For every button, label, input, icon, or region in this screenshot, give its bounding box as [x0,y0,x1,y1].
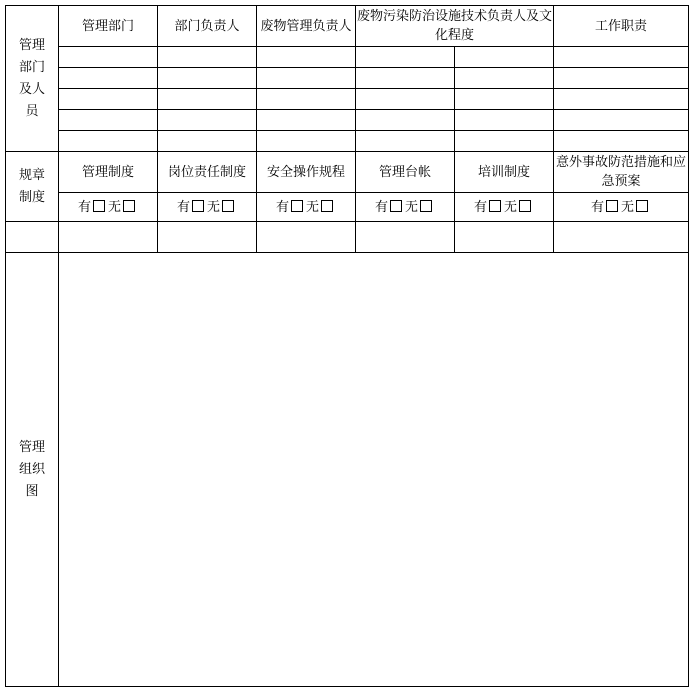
no-checkbox[interactable] [321,200,333,212]
safe-operation-choice: 有 无 [257,193,356,222]
yes-checkbox[interactable] [606,200,618,212]
yes-checkbox[interactable] [390,200,402,212]
duties-cell[interactable] [554,131,689,152]
department-head-cell[interactable] [158,110,257,131]
blank-cell[interactable] [554,222,689,253]
department-cell[interactable] [59,131,158,152]
post-responsibility-choice: 有 无 [158,193,257,222]
personnel-section-label: 管理部门及人员 [6,6,59,152]
duties-cell[interactable] [554,47,689,68]
yes-checkbox[interactable] [192,200,204,212]
blank-cell[interactable] [455,222,554,253]
technical-lead-cell[interactable] [356,68,455,89]
blank-cell[interactable] [158,222,257,253]
header-training-system: 培训制度 [455,152,554,193]
department-cell[interactable] [59,89,158,110]
header-management-system: 管理制度 [59,152,158,193]
department-head-cell[interactable] [158,89,257,110]
department-cell[interactable] [59,47,158,68]
management-ledger-choice: 有 无 [356,193,455,222]
waste-manager-cell[interactable] [257,131,356,152]
training-system-choice: 有 无 [455,193,554,222]
department-head-cell[interactable] [158,47,257,68]
header-department-head: 部门负责人 [158,6,257,47]
header-job-duties: 工作职责 [554,6,689,47]
blank-cell[interactable] [356,222,455,253]
org-chart-section-label: 管理组织图 [6,253,59,687]
education-cell[interactable] [455,47,554,68]
header-management-ledger: 管理台帐 [356,152,455,193]
header-management-department: 管理部门 [59,6,158,47]
personnel-row [6,47,689,68]
header-post-responsibility: 岗位责任制度 [158,152,257,193]
technical-lead-cell[interactable] [356,47,455,68]
personnel-row [6,89,689,110]
blank-cell[interactable] [59,222,158,253]
blank-cell[interactable] [257,222,356,253]
department-head-cell[interactable] [158,68,257,89]
technical-lead-cell[interactable] [356,131,455,152]
no-checkbox[interactable] [420,200,432,212]
yes-checkbox[interactable] [93,200,105,212]
emergency-plan-choice: 有 无 [554,193,689,222]
header-technical-lead: 废物污染防治设施技术负责人及文化程度 [356,6,554,47]
waste-manager-cell[interactable] [257,89,356,110]
no-checkbox[interactable] [123,200,135,212]
header-emergency-plan: 意外事故防范措施和应急预案 [554,152,689,193]
personnel-row [6,110,689,131]
waste-manager-cell[interactable] [257,47,356,68]
education-cell[interactable] [455,68,554,89]
no-checkbox[interactable] [636,200,648,212]
department-cell[interactable] [59,68,158,89]
blank-row [6,222,689,253]
department-head-cell[interactable] [158,131,257,152]
waste-manager-cell[interactable] [257,68,356,89]
duties-cell[interactable] [554,68,689,89]
management-system-choice: 有 无 [59,193,158,222]
blank-cell [6,222,59,253]
no-checkbox[interactable] [222,200,234,212]
technical-lead-cell[interactable] [356,110,455,131]
education-cell[interactable] [455,110,554,131]
education-cell[interactable] [455,131,554,152]
department-cell[interactable] [59,110,158,131]
no-checkbox[interactable] [519,200,531,212]
header-safe-operation: 安全操作规程 [257,152,356,193]
personnel-row [6,131,689,152]
yes-checkbox[interactable] [489,200,501,212]
header-waste-manager: 废物管理负责人 [257,6,356,47]
yes-checkbox[interactable] [291,200,303,212]
personnel-row [6,68,689,89]
duties-cell[interactable] [554,89,689,110]
education-cell[interactable] [455,89,554,110]
org-chart-area[interactable] [59,253,689,687]
rules-section-label: 规章制度 [6,152,59,222]
waste-manager-cell[interactable] [257,110,356,131]
technical-lead-cell[interactable] [356,89,455,110]
waste-management-form [5,5,689,687]
duties-cell[interactable] [554,110,689,131]
